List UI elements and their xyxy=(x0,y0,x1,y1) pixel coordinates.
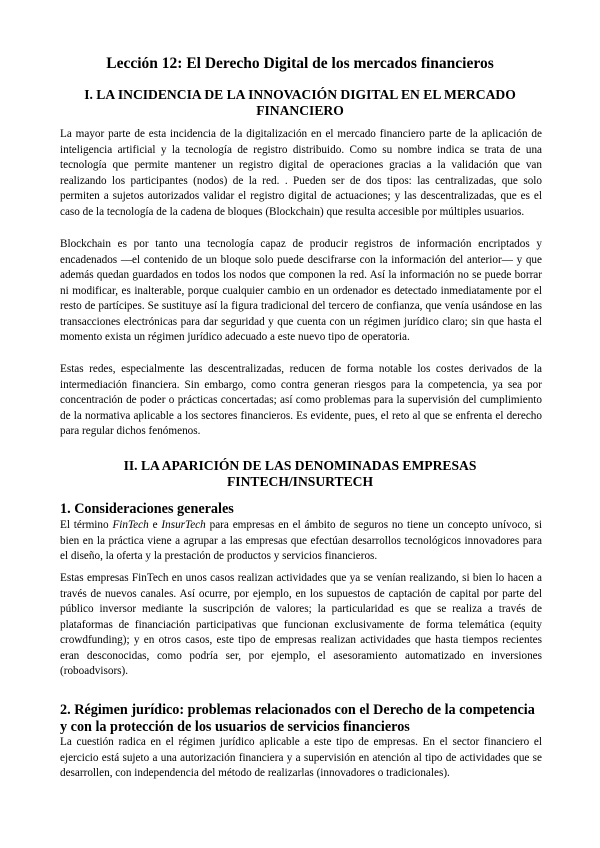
document-title: Lección 12: El Derecho Digital de los mercados financieros xyxy=(106,55,494,72)
section-2-heading: II. LA APARICIÓN DE LAS DENOMINADAS EMPRESAS FINTECH/INSURTECH xyxy=(123,458,477,489)
subsection-2-paragraph-1: La cuestión radica en el régimen jurídico aplicable a este tipo de empresas. En el sector financiero el ejercicio está sujeto a una autorización financiera y a supervisión en atención al tipo de actividades que se desarrollen, con independencia del método de realizarlas (innovadores o tradicionales). xyxy=(60,736,542,779)
fintech-term: FinTech xyxy=(112,519,149,531)
insurtech-term: InsurTech xyxy=(161,519,206,531)
subsection-1-paragraph-1 xyxy=(60,518,542,565)
paragraph-text: El término xyxy=(60,519,113,531)
section-1-paragraph-3: Estas redes, especialmente las descentralizadas, reducen de forma notable los costes derivados de la intermediación financiera. Sin embargo, como contra generan riesgos para la competencia, ya sea por concentración de poder o prácticas concertadas; así como problemas para la supervisión del cumplimiento de la normativa aplicable a los sectores financieros. Es evidente, pues, el reto al que se enfrenta el derecho para regular dichos fenómenos. xyxy=(60,363,542,437)
paragraph-text: para empresas en el ámbito de seguros no tiene un concepto unívoco, si bien en la práctica viene a agrupar a las empresas que efectúan desarrollos tecnológicos innovadores para el diseño, la oferta y la prestación de productos y servicios financieros. xyxy=(60,519,542,562)
subsection-2-heading: 2. Régimen jurídico: problemas relacionados con el Derecho de la competencia y con la protección de los usuarios de servicios financieros xyxy=(60,702,535,735)
subsection-1-paragraph-2: Estas empresas FinTech en unos casos realizan actividades que ya se venían realizando, si bien lo hacen a través de nuevos canales. Así ocurre, por ejemplo, en los supuestos de captación de capital por parte del público inversor mediante la suscripción de valores; la particularidad es que se realiza a través de plataformas de financiación participativas que funcionan exclusivamente de forma telemática (equity crowdfunding); y en otros casos, este tipo de empresas realizan actividades que hasta tiempos recientes eran desconocidas, como podría ser, por ejemplo, el asesoramiento automatizado en inversiones (roboadvisors). xyxy=(60,572,542,677)
section-1-paragraph-2: Blockchain es por tanto una tecnología capaz de producir registros de información encriptados y encadenados —el contenido de un bloque solo puede descifrarse con la información del anterior— y que además quedan guardados en todos los nodos que componen la red. Así la información no se puede borrar ni modificar, es inalterable, porque cualquier cambio en un ordenador es detectado inmediatamente por el resto de partícipes. Se sustituye así la figura tradicional del tercero de confianza, que venía usándose en las transacciones electrónicas para dar seguridad y que cuenta con un régimen jurídico claro; sin que hasta el momento exista un régimen jurídico adecuado a este nuevo tipo de operatoria. xyxy=(60,238,542,343)
section-1-paragraph-1: La mayor parte de esta incidencia de la digitalización en el mercado financiero parte de la aplicación de inteligencia artificial y la tecnología de registro distribuido. Como su nombre indica se trata de una tecnología que permite mantener un registro digital de operaciones gracias a la validación que van realizando los participantes (nodos) de la red. . Pueden ser de dos tipos: las centralizadas, que solo permiten a sujetos autorizados validar el registro digital de actuaciones; y las descentralizadas, que es el caso de la tecnología de la cadena de bloques (Blockchain) que resulta accesible por múltiples usuarios. xyxy=(60,128,542,218)
paragraph-text: e xyxy=(148,519,162,531)
section-1-heading: I. LA INCIDENCIA DE LA INNOVACIÓN DIGITAL EN EL MERCADO FINANCIERO xyxy=(84,87,516,118)
subsection-1-heading: 1. Consideraciones generales xyxy=(60,501,234,517)
